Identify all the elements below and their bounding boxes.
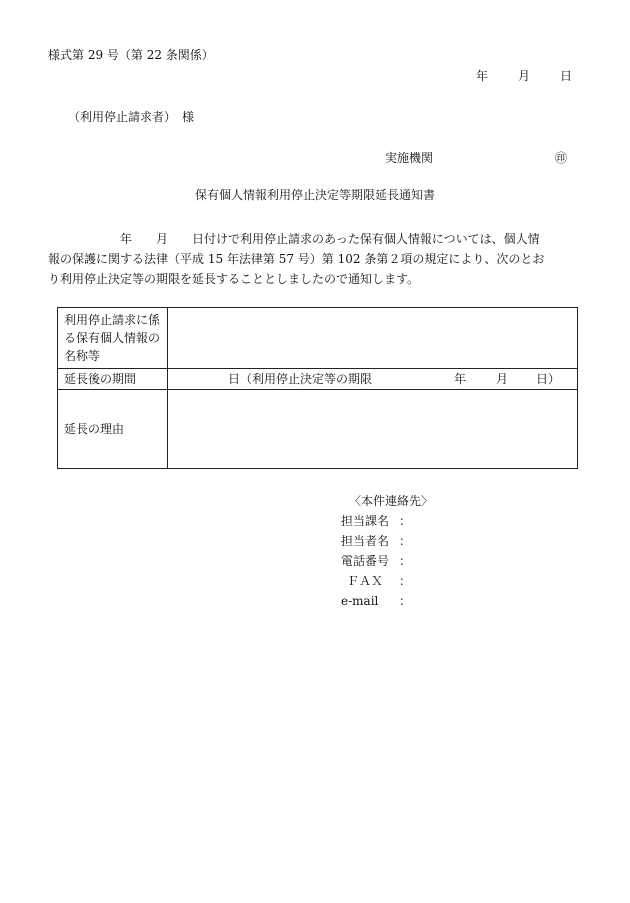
addressee: （利用停止請求者） 様 <box>68 110 195 124</box>
contact-sep: ： <box>399 574 412 588</box>
contact-label: e-mail <box>341 594 379 608</box>
body-paragraph <box>48 229 588 289</box>
form-number: 様式第 29 号（第 22 条関係） <box>48 48 214 62</box>
contact-row <box>341 511 433 531</box>
info-name-value[interactable] <box>168 308 578 369</box>
date-year: 年 <box>476 69 489 83</box>
contact-heading: 〈本件連絡先〉 <box>349 494 434 508</box>
info-table <box>57 307 578 469</box>
contact-label: 担当課名 <box>341 514 390 528</box>
contact-sep: ： <box>399 594 412 608</box>
contact-sep: ： <box>399 514 412 528</box>
contact-row <box>341 571 433 591</box>
table-row <box>58 369 578 390</box>
contact-row <box>341 591 433 611</box>
contact-label: ＦＡＸ <box>347 574 384 588</box>
date-day: 日 <box>560 69 573 83</box>
row-label-text: 利用停止請求に係る保有個人情報の名称等 <box>64 313 161 363</box>
row-label-reason: 延長の理由 <box>58 390 168 469</box>
seal-mark: ㊞ <box>555 151 568 165</box>
row-label-period: 延長後の期間 <box>58 369 168 390</box>
body-line: り利用停止決定等の期限を延長することとしましたので通知します。 <box>48 272 420 286</box>
date-line <box>476 70 572 82</box>
contact-sep: ： <box>399 534 412 548</box>
period-month: 月 <box>496 372 509 386</box>
row-label-info-name <box>58 308 168 369</box>
contact-block <box>341 491 433 611</box>
period-day-close: 日） <box>536 372 561 386</box>
document-title: 保有個人情報利用停止決定等期限延長通知書 <box>194 188 435 202</box>
agency-label: 実施機関 <box>385 151 434 165</box>
contact-sep: ： <box>399 554 412 568</box>
table-row <box>58 308 578 369</box>
contact-label: 電話番号 <box>341 554 390 568</box>
period-year: 年 <box>454 372 467 386</box>
period-day-text: 日（利用停止決定等の期限 <box>228 372 373 386</box>
contact-label: 担当者名 <box>341 534 390 548</box>
period-value[interactable] <box>168 369 578 390</box>
table-row <box>58 390 578 469</box>
contact-row <box>341 531 433 551</box>
body-line: 報の保護に関する法律（平成 15 年法律第 57 号）第 102 条第２項の規定により、次のとお <box>48 252 545 266</box>
contact-row <box>341 551 433 571</box>
date-month: 月 <box>518 69 531 83</box>
reason-value[interactable] <box>168 390 578 469</box>
body-line: 年 月 日付けで利用停止請求のあった保有個人情報については、個人情 <box>48 232 540 246</box>
